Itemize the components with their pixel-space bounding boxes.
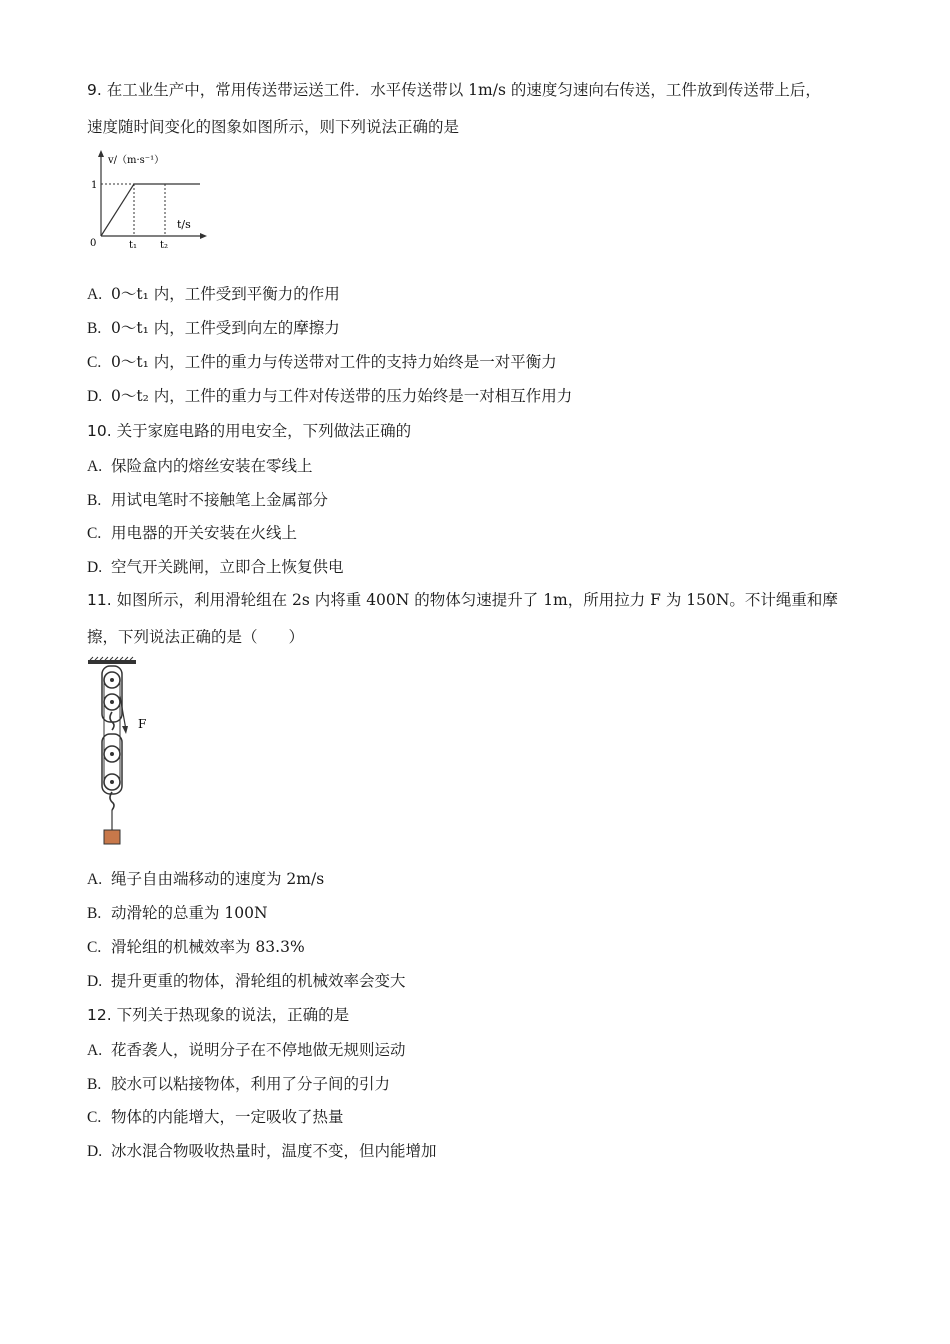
- q12-number: 12.: [87, 1006, 112, 1024]
- ceiling-hatch: [90, 657, 133, 660]
- vt-ramp-line: [101, 184, 134, 236]
- q9-option-d-text: 0～t₂ 内，工件的重力与工件对传送带的压力始终是一对相互作用力: [111, 387, 573, 405]
- q9-velocity-time-graph: [88, 148, 208, 254]
- q12-option-c-text: 物体的内能增大，一定吸收了热量: [111, 1108, 344, 1126]
- q9-option-d-letter: D.: [87, 388, 103, 405]
- q9-stem-text1: 在工业生产中，常用传送带运送工件．水平传送带以 1m/s 的速度匀速向右传送，工件放到传送带上后，: [106, 81, 821, 99]
- q10-number: 10.: [87, 422, 112, 440]
- q10-option-b[interactable]: [87, 490, 328, 511]
- q9-option-d[interactable]: [87, 386, 572, 407]
- vt-graph-svg: [88, 148, 208, 254]
- q9-stem-line2: 速度随时间变化的图象如图所示，则下列说法正确的是: [87, 118, 460, 136]
- q11-option-c[interactable]: [87, 937, 305, 958]
- q10-stem-line1: [87, 421, 411, 441]
- weight-block: [104, 830, 120, 844]
- q9-stem-line1: [87, 80, 821, 100]
- q12-option-c[interactable]: [87, 1107, 344, 1128]
- q10-stem-text1: 关于家庭电路的用电安全，下列做法正确的: [116, 422, 412, 440]
- q9-option-a-text: 0～t₁ 内，工件受到平衡力的作用: [111, 285, 340, 303]
- q12-stem-text1: 下列关于热现象的说法，正确的是: [116, 1006, 350, 1024]
- q11-option-b-letter: B.: [87, 905, 102, 922]
- q9-option-c-text: 0～t₁ 内，工件的重力与传送带对工件的支持力始终是一对平衡力: [111, 353, 557, 371]
- q11-pulley-figure: [84, 656, 164, 848]
- q10-option-c-letter: C.: [87, 525, 102, 542]
- q10-option-c-text: 用电器的开关安装在火线上: [111, 524, 298, 542]
- q12-option-b-text: 胶水可以粘接物体，利用了分子间的引力: [111, 1075, 391, 1093]
- q9-option-a-letter: A.: [87, 286, 103, 303]
- q10-option-d-letter: D.: [87, 559, 103, 576]
- q11-option-a-text: 绳子自由端移动的速度为 2m/s: [111, 870, 325, 888]
- q12-option-a-letter: A.: [87, 1042, 103, 1059]
- q11-stem-text1: 如图所示，利用滑轮组在 2s 内将重 400N 的物体匀速提升了 1m，所用拉力 F 为 150N。不计绳重和摩: [116, 591, 838, 609]
- hook-icon: [110, 712, 114, 730]
- force-label: F: [138, 717, 147, 731]
- q11-number: 11.: [87, 591, 112, 609]
- q12-option-a[interactable]: [87, 1040, 406, 1061]
- q10-option-b-letter: B.: [87, 492, 102, 509]
- x-axis-label: t/s: [177, 218, 191, 231]
- q10-option-a[interactable]: [87, 456, 313, 477]
- ceiling: [88, 660, 136, 664]
- q12-option-d-letter: D.: [87, 1143, 103, 1160]
- y-tick-1: 1: [91, 180, 98, 191]
- x-axis-arrow: [200, 233, 207, 239]
- q10-option-a-text: 保险盒内的熔丝安装在零线上: [111, 457, 313, 475]
- q11-option-c-text: 滑轮组的机械效率为 83.3%: [111, 938, 305, 956]
- q11-option-b[interactable]: [87, 903, 268, 924]
- q12-option-d[interactable]: [87, 1141, 437, 1162]
- t1-label: t₁: [129, 240, 138, 251]
- q9-option-b[interactable]: [87, 318, 340, 339]
- q11-option-d-letter: D.: [87, 973, 103, 990]
- origin-label: 0: [90, 238, 97, 249]
- q10-option-d[interactable]: [87, 557, 344, 578]
- q12-option-b-letter: B.: [87, 1076, 102, 1093]
- q9-number: 9.: [87, 81, 102, 99]
- t2-label: t₂: [160, 240, 169, 251]
- q12-option-c-letter: C.: [87, 1109, 102, 1126]
- q9-option-a[interactable]: [87, 284, 340, 305]
- q12-option-b[interactable]: [87, 1074, 390, 1095]
- q9-option-c[interactable]: [87, 352, 557, 373]
- q12-stem-line1: [87, 1005, 349, 1025]
- q9-option-b-letter: B.: [87, 320, 102, 337]
- q10-option-d-text: 空气开关跳闸，立即合上恢复供电: [111, 558, 344, 576]
- q11-option-c-letter: C.: [87, 939, 102, 956]
- q11-option-b-text: 动滑轮的总重为 100N: [111, 904, 268, 922]
- q11-stem-line1: [87, 590, 838, 610]
- q10-option-b-text: 用试电笔时不接触笔上金属部分: [111, 491, 329, 509]
- q9-option-c-letter: C.: [87, 354, 102, 371]
- q11-option-d[interactable]: [87, 971, 406, 992]
- pulley-svg: [84, 656, 164, 848]
- q10-option-a-letter: A.: [87, 458, 103, 475]
- y-axis-arrow: [98, 150, 104, 157]
- q12-option-a-text: 花香袭人，说明分子在不停地做无规则运动: [111, 1041, 406, 1059]
- q9-option-b-text: 0～t₁ 内，工件受到向左的摩擦力: [111, 319, 340, 337]
- q10-option-c[interactable]: [87, 523, 297, 544]
- force-arrow-icon: [122, 726, 128, 734]
- q11-stem-line2: 擦，下列说法正确的是（ ）: [87, 628, 305, 646]
- q12-option-d-text: 冰水混合物吸收热量时，温度不变，但内能增加: [111, 1142, 437, 1160]
- y-axis-label: v/（m·s⁻¹）: [108, 155, 165, 166]
- q11-option-d-text: 提升更重的物体，滑轮组的机械效率会变大: [111, 972, 406, 990]
- rope-free-end: [120, 696, 126, 730]
- q11-option-a[interactable]: [87, 869, 324, 890]
- q11-option-a-letter: A.: [87, 871, 103, 888]
